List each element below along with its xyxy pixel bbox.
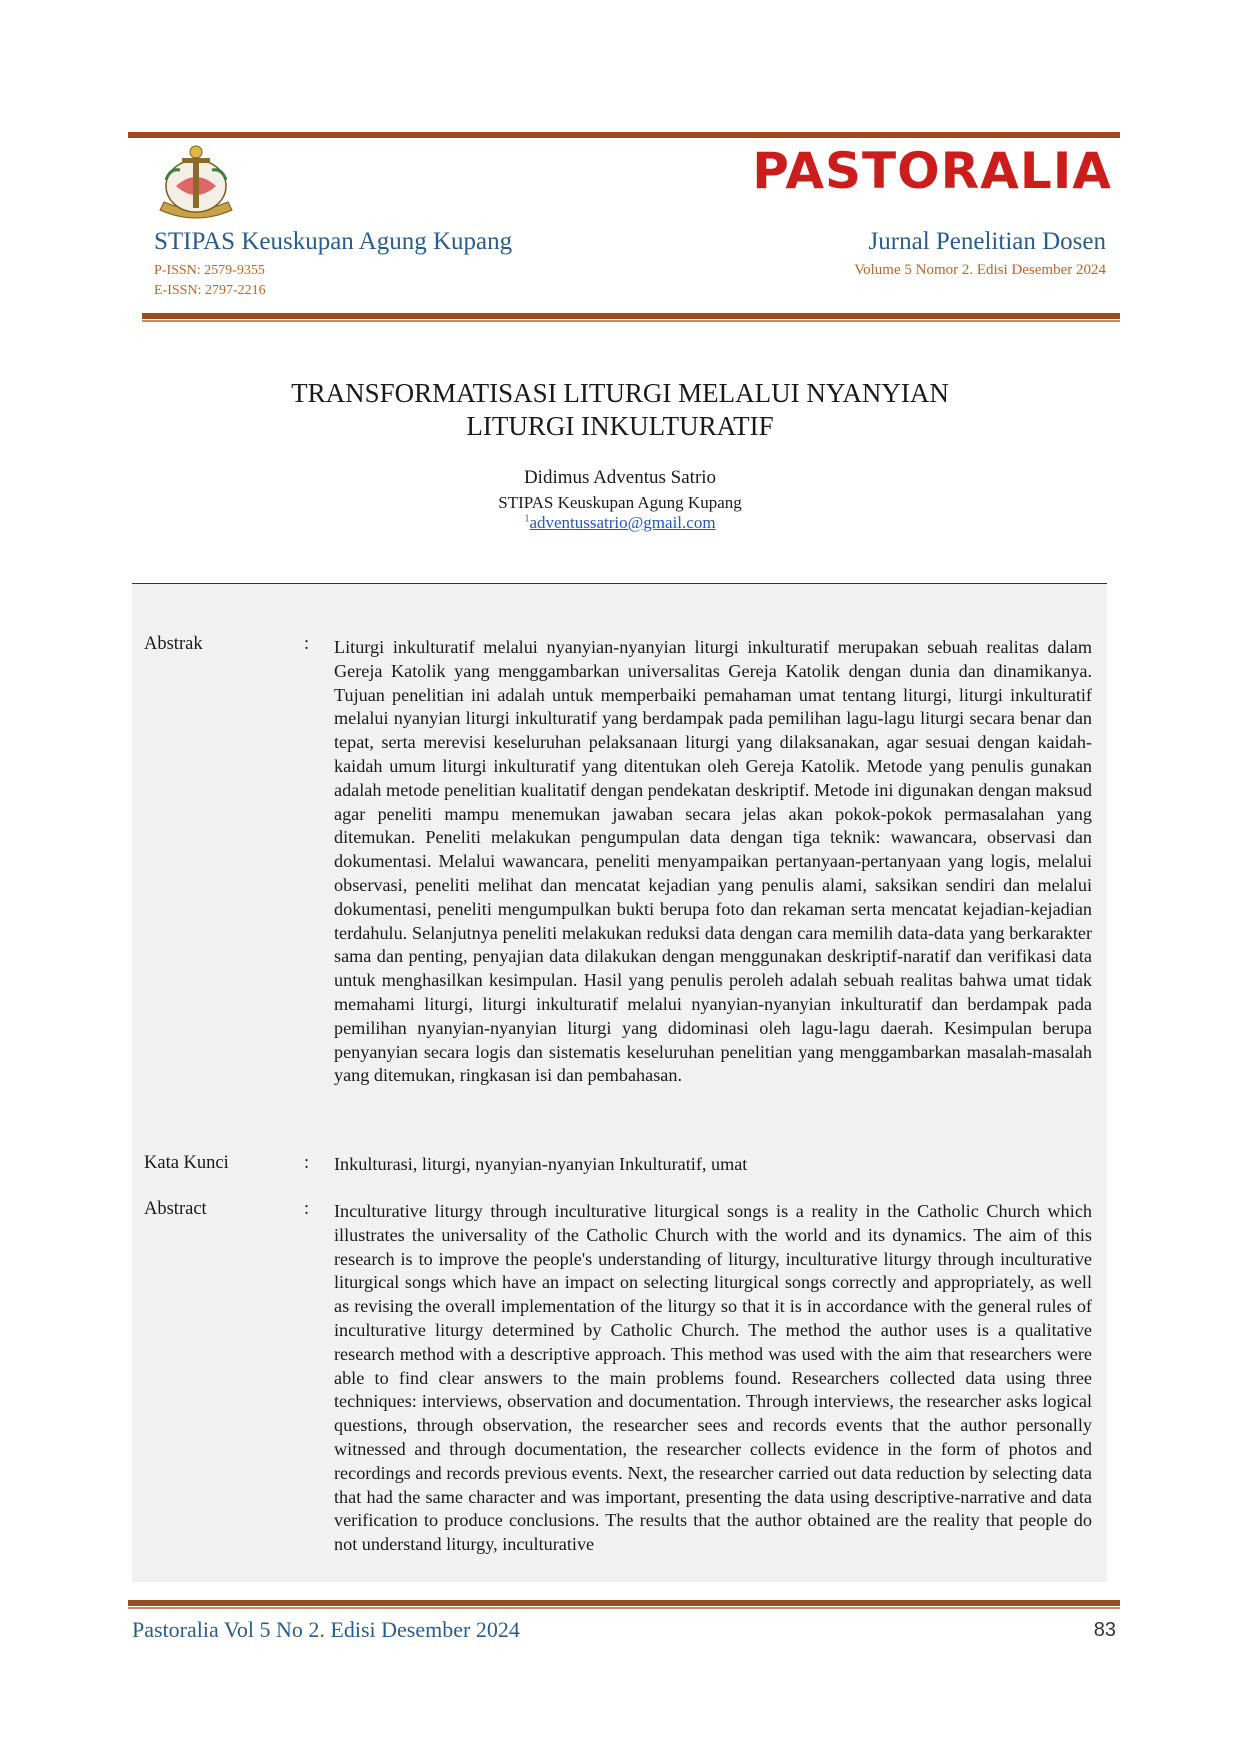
institution-name: STIPAS Keuskupan Agung Kupang: [154, 228, 513, 255]
seal-logo-icon: [150, 140, 242, 226]
kata-kunci-label: Kata Kunci: [144, 1153, 229, 1173]
article-title-line-1: TRANSFORMATISASI LITURGI MELALUI NYANYIAN: [291, 378, 949, 408]
email-superscript: 1: [524, 513, 530, 525]
journal-name: Jurnal Penelitian Dosen: [868, 228, 1106, 255]
abstrak-label: Abstrak: [144, 634, 203, 654]
journal-brand: PASTORALIA: [752, 142, 1112, 200]
header-bottom-rule-thin: [142, 320, 1120, 322]
footer-citation: Pastoralia Vol 5 No 2. Edisi Desember 2024: [132, 1617, 520, 1642]
footer-rule-thin: [128, 1607, 1120, 1609]
e-issn: E-ISSN: 2797-2216: [154, 283, 266, 298]
abstrak-text: Liturgi inkulturatif melalui nyanyian-nyanyian liturgi inkulturatif merupakan sebuah realitas dalam Gereja Katolik yang menggambarkan universalitas Gereja Katolik dengan dunia dan dinamikanya. Tujuan penelitian ini adalah untuk memperbaiki pemahaman umat tentang liturgi, liturgi inkulturatif melalui nyanyian liturgi inkulturatif yang berdampak pada pemilihan lagu-lagu liturgi secara benar dan tepat, serta merevisi keseluruhan pelaksanaan liturgi yang dilaksanakan, agar sesuai dengan kaidah-kaidah umum liturgi inkulturatif yang ditentukan oleh Gereja Katolik. Metode yang penulis gunakan adalah metode penelitian kualitatif dengan pendekatan deskriptif. Metode ini digunakan dengan maksud agar peneliti mampu menemukan jawaban secara jelas akan pokok-pokok permasalahan yang ditemukan. Peneliti melakukan pengumpulan data dengan tiga teknik: wawancara, observasi dan dokumentasi. Melalui wawancara, peneliti menyampaikan pertanyaan-pertanyaan yang logis, melalui observasi, peneliti melihat dan mencatat kejadian yang penulis alami, saksikan sendiri dan melalui dokumentasi, peneliti mengumpulkan bukti berupa foto dan rekaman serta mencatat kejadian-kejadian terdahulu. Selanjutnya peneliti melakukan reduksi data dengan cara memilih data-data yang berkarakter sama dan penting, penyajian data dilakukan dengan menggunakan deskriptif-naratif dan verifikasi data untuk menghasilkan kesimpulan. Hasil yang penulis peroleh adalah sebuah realitas bahwa umat tidak memahami liturgi, liturgi inkulturatif melalui nyanyian-nyanyian inkulturatif dan berdampak pada pemilihan nyanyian-nyanyian liturgi yang didominasi oleh lagu-lagu daerah. Kesimpulan berupa penyanyian secara logis dan sistematis keseluruhan penelitian yang menggambarkan masalah-masalah yang ditemukan, ringkasan isi dan pembahasan.: [334, 637, 1092, 1086]
page-number: 83: [1093, 1619, 1116, 1641]
author-affiliation: STIPAS Keuskupan Agung Kupang: [498, 493, 742, 512]
abstrak-colon: :: [304, 634, 310, 654]
abstract-colon: :: [304, 1199, 310, 1219]
abstract-label: Abstract: [144, 1199, 207, 1219]
author-email-line: [120, 513, 1120, 533]
header-bottom-rule: [142, 313, 1120, 319]
author-name: Didimus Adventus Satrio: [523, 467, 717, 488]
p-issn: P-ISSN: 2579-9355: [154, 263, 265, 278]
volume-info: Volume 5 Nomor 2. Edisi Desember 2024: [854, 262, 1106, 278]
footer-rule: [128, 1600, 1120, 1606]
author-email-link[interactable]: adventussatrio@gmail.com: [529, 513, 716, 532]
kata-kunci-colon: :: [304, 1153, 310, 1173]
header-top-rule: [128, 132, 1120, 138]
abstract-text: Inculturative liturgy through inculturative liturgical songs is a reality in the Catholic Church which illustrates the universality of the Catholic Church with the world and its dynamics. The aim of this research is to improve the people's understanding of liturgy, inculturative liturgy through inculturative liturgical songs which have an impact on selecting liturgical songs correctly and appropriately, as well as revising the overall implementation of the liturgy so that it is in accordance with the general rules of inculturative liturgy determined by Catholic Church. The method the author uses is a qualitative research method with a descriptive approach. This method was used with the aim that researchers were able to find clear answers to the main problems found. Researchers collected data using three techniques: interviews, observation and documentation. Through interviews, the researcher asks logical questions, through observation, the researcher sees and records events that the author personally witnessed and through documentation, the researcher collects evidence in the form of photos and recordings and records previous events. Next, the researcher carried out data reduction by selecting data that had the same character and was important, presenting the data using descriptive-narrative and data verification to produce conclusions. The results that the author obtained are the reality that people do not understand liturgy, inculturative: [334, 1201, 1092, 1555]
kata-kunci-text: Inkulturasi, liturgi, nyanyian-nyanyian Inkulturatif, umat: [334, 1154, 748, 1174]
article-title-line-2: LITURGI INKULTURATIF: [466, 411, 774, 441]
